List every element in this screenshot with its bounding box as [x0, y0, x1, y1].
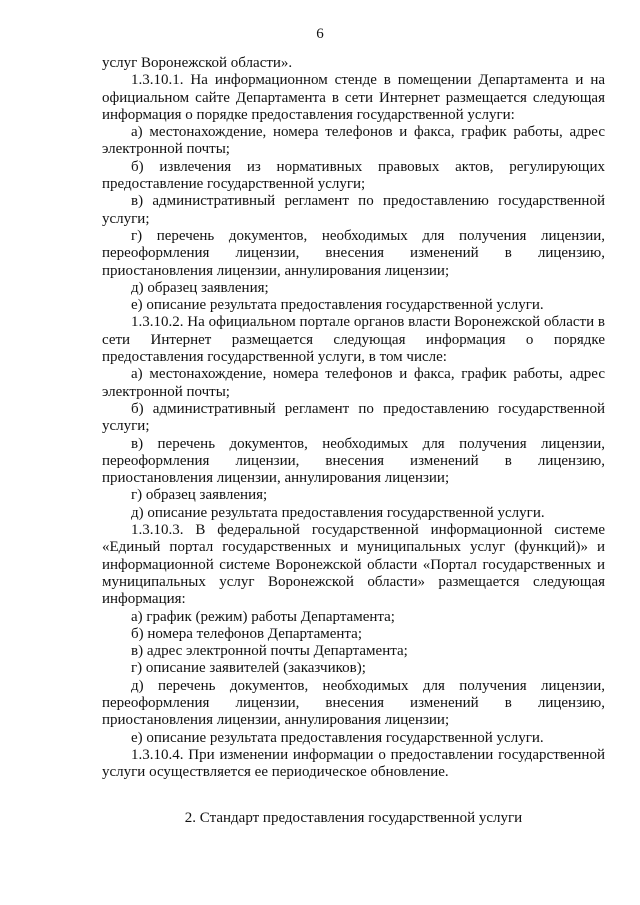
paragraph: 1.3.10.3. В федеральной государственной информационной системе «Единый портал государственных и муниципальных услуг (функций)» и информационной системе Воронежской области «Портал государственных и муниципальных услуг Воронежской области» размещается следующая информация: — [102, 522, 605, 608]
list-item: а) местонахождение, номера телефонов и факса, график работы, адрес электронной почты; — [102, 124, 605, 158]
list-item: б) номера телефонов Департамента; — [131, 625, 362, 642]
list-item: д) образец заявления; — [131, 279, 269, 296]
list-item: е) описание результата предоставления государственной услуги. — [131, 297, 544, 314]
list-item: б) извлечения из нормативных правовых актов, регулирующих предоставление государственной услуги; — [102, 158, 605, 193]
list-item: а) местонахождение, номера телефонов и факса, график работы, адрес электронной почты; — [102, 366, 605, 400]
list-item: д) перечень документов, необходимых для получения лицензии, переоформления лицензии, внесения изменений в лицензию, приостановления лицензии, аннулирования лицензии; — [102, 677, 605, 729]
body-text — [102, 55, 605, 781]
list-item: г) перечень документов, необходимых для получения лицензии, переоформления лицензии, внесения изменений в лицензию, приостановления лицензии, аннулирования лицензии; — [102, 227, 605, 279]
list-item: д) описание результата предоставления государственной услуги. — [131, 504, 545, 521]
list-item: в) адрес электронной почты Департамента; — [131, 643, 408, 660]
paragraph: 1.3.10.1. На информационном стенде в помещении Департамента и на официальном сайте Департамента в сети Интернет размещается следующая информация о порядке предоставления государственной услуги: — [102, 72, 605, 123]
list-item: е) описание результата предоставления государственной услуги. — [131, 729, 544, 746]
paragraph: услуг Воронежской области». — [102, 55, 293, 71]
list-item: а) график (режим) работы Департамента; — [131, 608, 395, 625]
section-heading: 2. Стандарт предоставления государственной услуги — [184, 810, 523, 826]
paragraph: 1.3.10.2. На официальном портале органов власти Воронежской области в сети Интернет размещается следующая информация о порядке предоставления государственной услуги, в том числе: — [102, 314, 605, 366]
page-number: 6 — [316, 26, 324, 42]
list-item: в) перечень документов, необходимых для получения лицензии, переоформления лицензии, внесения изменений в лицензию, приостановления лицензии, аннулирования лицензии; — [102, 435, 605, 487]
list-item: г) образец заявления; — [131, 487, 268, 504]
list-item: б) административный регламент по предоставлению государственной услуги; — [102, 400, 605, 435]
list-item: в) административный регламент по предоставлению государственной услуги; — [102, 193, 605, 227]
paragraph: 1.3.10.4. При изменении информации о предоставлении государственной услуги осуществляется ее периодическое обновление. — [102, 746, 605, 781]
list-item: г) описание заявителей (заказчиков); — [131, 660, 366, 677]
